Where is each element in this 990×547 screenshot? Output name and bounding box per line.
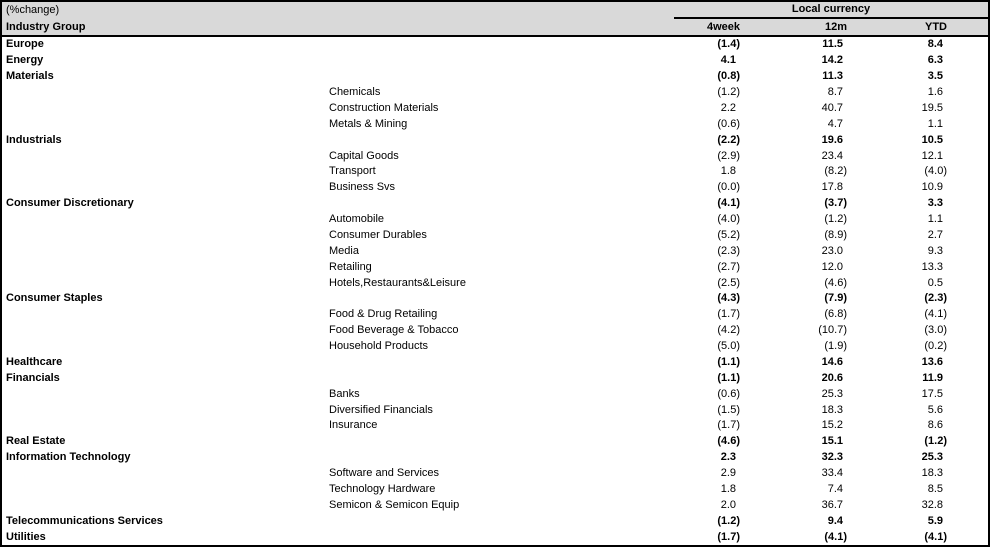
column-header-12m: 12m (824, 21, 847, 33)
row-label: Technology Hardware (329, 483, 436, 495)
cell-ytd: 1.1 (927, 117, 943, 130)
table-row (2, 275, 988, 291)
cell-12m: 14.6 (821, 355, 843, 368)
row-label: Semicon & Semicon Equip (329, 499, 460, 511)
industry-rows (2, 37, 988, 545)
table-row (2, 243, 988, 259)
row-label: Household Products (329, 341, 429, 353)
cell-12m: 23.0 (821, 244, 843, 257)
cell-12m: 8.7 (827, 86, 843, 99)
row-label: Hotels,Restaurants&Leisure (329, 277, 466, 289)
cell-4week: (2.5) (717, 276, 740, 289)
cell-ytd: 11.9 (922, 371, 943, 384)
row-label: Banks (329, 388, 360, 400)
cell-12m: 19.6 (821, 133, 843, 146)
table-row (2, 180, 988, 196)
table-row (2, 53, 988, 69)
cell-12m: (4.1) (824, 530, 847, 543)
column-header-ytd: YTD (925, 21, 947, 33)
column-header-4week: 4week (706, 21, 740, 33)
table-row (2, 307, 988, 323)
cell-ytd: 6.3 (927, 54, 943, 67)
cell-12m: 23.4 (821, 149, 843, 162)
cell-ytd: 32.8 (921, 498, 943, 511)
table-row (2, 323, 988, 339)
cell-ytd: 8.4 (927, 38, 943, 51)
table-row (2, 370, 988, 386)
cell-ytd: 1.1 (927, 213, 943, 226)
row-label: Consumer Staples (6, 293, 103, 305)
row-label: Telecommunications Services (6, 515, 163, 527)
cell-4week: (0.6) (717, 117, 740, 130)
cell-ytd: (1.2) (924, 435, 947, 448)
table-header (2, 2, 988, 35)
cell-4week: (1.7) (717, 530, 740, 543)
row-label: Europe (6, 39, 44, 51)
table-row (2, 418, 988, 434)
cell-4week: (4.0) (717, 213, 740, 226)
row-label: Retailing (329, 261, 372, 273)
cell-12m: (10.7) (818, 324, 847, 337)
table-row (2, 69, 988, 85)
cell-4week: (0.6) (717, 387, 740, 400)
cell-4week: (1.2) (717, 86, 740, 99)
table-row (2, 402, 988, 418)
cell-12m: 15.2 (821, 419, 843, 432)
cell-4week: 1.8 (720, 482, 736, 495)
cell-ytd: 13.3 (921, 260, 943, 273)
table-row (2, 196, 988, 212)
cell-ytd: (4.1) (924, 530, 947, 543)
cell-4week: (4.3) (717, 292, 740, 305)
cell-12m: (6.8) (824, 308, 847, 321)
cell-4week: (2.7) (717, 260, 740, 273)
cell-4week: (1.7) (717, 308, 740, 321)
row-label: Automobile (329, 214, 385, 226)
row-label: Software and Services (329, 468, 440, 480)
cell-ytd: 3.5 (927, 70, 943, 83)
row-label: Materials (6, 71, 54, 83)
cell-4week: (1.4) (717, 38, 740, 51)
table-row (2, 497, 988, 513)
row-label: Information Technology (6, 452, 131, 464)
cell-ytd: (3.0) (924, 324, 947, 337)
cell-4week: (1.5) (717, 403, 740, 416)
cell-12m: 11.5 (822, 38, 843, 51)
cell-12m: (1.9) (824, 340, 847, 353)
row-label: Real Estate (6, 436, 66, 448)
cell-12m: 33.4 (821, 467, 843, 480)
cell-ytd: 8.5 (927, 482, 943, 495)
cell-12m: (1.2) (824, 213, 847, 226)
cell-ytd: 19.5 (921, 101, 943, 114)
table-row (2, 132, 988, 148)
cell-4week: 4.1 (720, 54, 736, 67)
cell-12m: 7.4 (827, 482, 843, 495)
row-label: Utilities (6, 531, 46, 543)
cell-4week: (0.8) (717, 70, 740, 83)
header-row-columns (2, 19, 988, 35)
table-row (2, 116, 988, 132)
cell-12m: 40.7 (821, 101, 843, 114)
cell-12m: (8.9) (824, 228, 847, 241)
cell-12m: 20.6 (821, 371, 843, 384)
cell-4week: 1.8 (720, 165, 736, 178)
cell-ytd: 10.5 (921, 133, 943, 146)
row-label: Media (329, 245, 359, 257)
cell-ytd: 25.3 (921, 451, 943, 464)
cell-12m: 9.4 (827, 514, 843, 527)
table-row (2, 434, 988, 450)
cell-ytd: (0.2) (924, 340, 947, 353)
cell-4week: (0.0) (717, 181, 740, 194)
table-row (2, 85, 988, 101)
table-row (2, 529, 988, 545)
cell-4week: (4.2) (717, 324, 740, 337)
cell-ytd: 17.5 (921, 387, 943, 400)
cell-12m: 11.3 (822, 70, 843, 83)
row-label: Metals & Mining (329, 118, 408, 130)
table-row (2, 212, 988, 228)
table-row (2, 291, 988, 307)
cell-4week: (4.1) (717, 197, 740, 210)
cell-12m: (7.9) (824, 292, 847, 305)
cell-ytd: 5.9 (927, 514, 943, 527)
row-label: Insurance (329, 420, 378, 432)
row-label: Energy (6, 55, 44, 67)
row-label: Consumer Discretionary (6, 198, 134, 210)
cell-12m: 25.3 (821, 387, 843, 400)
row-label: Industrials (6, 134, 62, 146)
cell-ytd: 9.3 (927, 244, 943, 257)
row-label: Financials (6, 372, 60, 384)
cell-4week: (1.1) (717, 371, 740, 384)
table-row (2, 513, 988, 529)
cell-4week: 2.0 (720, 498, 736, 511)
cell-ytd: 13.6 (921, 355, 943, 368)
table-row (2, 164, 988, 180)
row-label: Food & Drug Retailing (329, 309, 438, 321)
cell-12m: 15.1 (821, 435, 843, 448)
row-label: Construction Materials (329, 102, 439, 114)
cell-ytd: (4.0) (924, 165, 947, 178)
cell-4week: (1.1) (717, 355, 740, 368)
pct-change-label: (%change) (6, 4, 60, 16)
cell-12m: 32.3 (821, 451, 843, 464)
local-currency-group-header (674, 2, 988, 19)
cell-ytd: 12.1 (921, 149, 943, 162)
cell-4week: (5.0) (717, 340, 740, 353)
table-row (2, 355, 988, 371)
table-row (2, 386, 988, 402)
industry-group-column-header: Industry Group (6, 21, 86, 33)
table-row (2, 466, 988, 482)
table-row (2, 228, 988, 244)
table-row (2, 101, 988, 117)
cell-ytd: 3.3 (927, 197, 943, 210)
cell-4week: (2.9) (717, 149, 740, 162)
cell-4week: (1.2) (717, 514, 740, 527)
table-row (2, 482, 988, 498)
cell-ytd: 2.7 (927, 228, 943, 241)
cell-ytd: (2.3) (924, 292, 947, 305)
cell-ytd: 10.9 (921, 181, 943, 194)
cell-12m: (3.7) (824, 197, 847, 210)
cell-4week: (2.2) (717, 133, 740, 146)
cell-12m: 4.7 (827, 117, 843, 130)
cell-ytd: (4.1) (924, 308, 947, 321)
cell-12m: 36.7 (821, 498, 843, 511)
row-label: Business Svs (329, 182, 396, 194)
row-label: Healthcare (6, 356, 63, 368)
cell-4week: 2.9 (720, 467, 736, 480)
row-label: Food Beverage & Tobacco (329, 325, 459, 337)
row-label: Chemicals (329, 87, 381, 99)
cell-12m: 17.8 (821, 181, 843, 194)
cell-4week: (4.6) (717, 435, 740, 448)
cell-4week: 2.3 (720, 451, 736, 464)
cell-ytd: 1.6 (927, 86, 943, 99)
cell-ytd: 18.3 (921, 467, 943, 480)
table-row (2, 450, 988, 466)
cell-4week: (1.7) (717, 419, 740, 432)
cell-4week: 2.2 (720, 101, 736, 114)
table-row (2, 37, 988, 53)
table-row (2, 148, 988, 164)
cell-4week: (2.3) (717, 244, 740, 257)
table-row (2, 339, 988, 355)
cell-ytd: 5.6 (927, 403, 943, 416)
row-label: Diversified Financials (329, 404, 433, 416)
row-label: Transport (329, 166, 376, 178)
cell-12m: 12.0 (821, 260, 843, 273)
header-row-top (2, 2, 988, 19)
cell-ytd: 0.5 (927, 276, 943, 289)
table-row (2, 259, 988, 275)
local-currency-label: Local currency (791, 3, 871, 15)
cell-12m: (8.2) (824, 165, 847, 178)
row-label: Capital Goods (329, 150, 399, 162)
cell-12m: 14.2 (821, 54, 843, 67)
cell-4week: (5.2) (717, 228, 740, 241)
cell-ytd: 8.6 (927, 419, 943, 432)
row-label: Consumer Durables (329, 229, 427, 241)
cell-12m: 18.3 (821, 403, 843, 416)
cell-12m: (4.6) (824, 276, 847, 289)
